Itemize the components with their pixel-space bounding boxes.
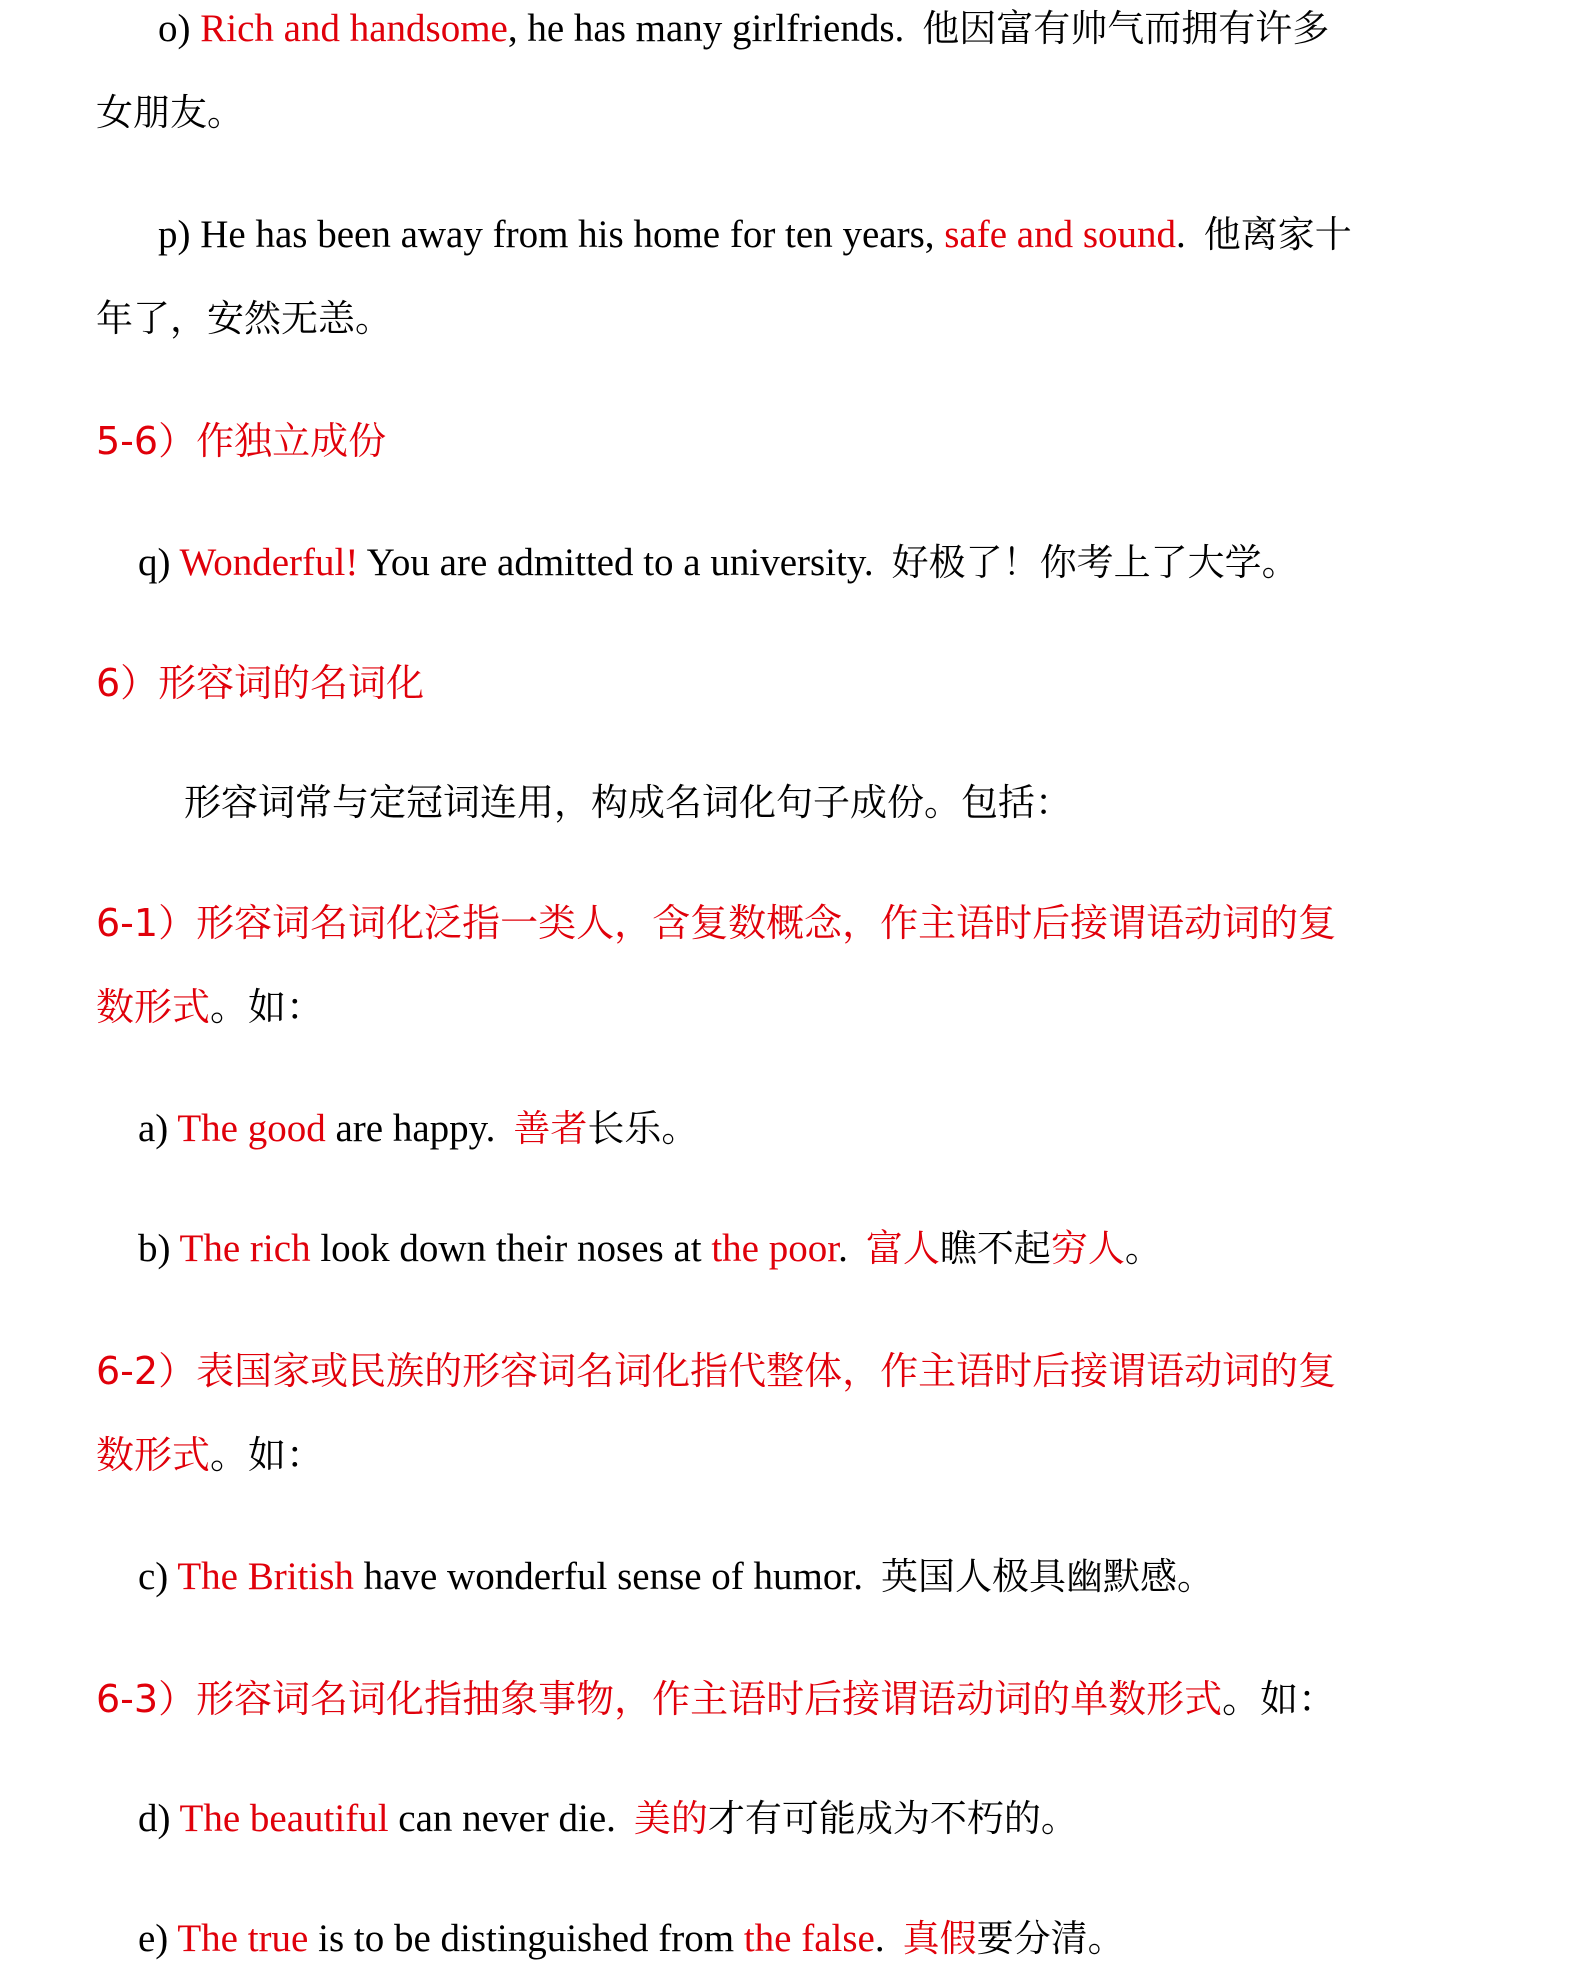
rule-6-3-line: [96, 1674, 1587, 1724]
chinese-highlight: 美的: [633, 1797, 708, 1840]
example-marker: p): [158, 213, 201, 256]
chinese-translation: 。: [1124, 1227, 1162, 1270]
chinese-translation: 要分清。: [976, 1917, 1125, 1960]
example-marker: q): [138, 541, 180, 584]
chinese-translation: 英国人极具幽默感。: [880, 1555, 1214, 1598]
chinese-highlight: 穷人: [1050, 1227, 1125, 1270]
chinese-highlight: 富人: [865, 1227, 940, 1270]
english-text: .: [1176, 213, 1186, 256]
example-b-line: [138, 1224, 1587, 1274]
rule-tail: 。如：: [210, 1433, 325, 1477]
example-marker: c): [138, 1555, 178, 1598]
example-marker: e): [138, 1917, 178, 1960]
english-text: .: [838, 1227, 848, 1270]
rule-6-1-line1: 6-1）形容词名词化泛指一类人，含复数概念，作主语时后接谓语动词的复: [96, 901, 1337, 945]
example-e-line: [138, 1914, 1587, 1964]
example-marker: d): [138, 1797, 180, 1840]
section-heading-6: 6）形容词的名词化: [96, 661, 425, 705]
section-heading-5-6: 5-6）作独立成份: [96, 419, 387, 463]
example-o-line2: 女朋友。: [96, 91, 244, 134]
example-marker: b): [138, 1227, 180, 1270]
english-text: are happy.: [325, 1107, 496, 1150]
highlighted-phrase: The British: [177, 1555, 354, 1598]
highlighted-phrase: Wonderful!: [179, 541, 359, 584]
example-c-line: [138, 1552, 1587, 1602]
rule-6-1-line2: [96, 982, 1587, 1032]
rule-emphasis: 数形式: [96, 1433, 211, 1477]
chinese-translation: 瞧不起: [939, 1227, 1051, 1270]
english-text: is to be distinguished from: [308, 1917, 744, 1960]
highlighted-phrase: Rich and handsome: [200, 7, 508, 50]
example-a-line: [138, 1104, 1587, 1154]
english-text: You are admitted to a university.: [358, 541, 874, 584]
chinese-translation: 才有可能成为不朽的。: [707, 1797, 1078, 1840]
english-text: look down their noses at: [310, 1227, 712, 1270]
chinese-highlight: 善者: [513, 1107, 588, 1150]
example-p-line1: [158, 210, 1587, 260]
english-text: can never die.: [388, 1797, 616, 1840]
highlighted-phrase: The rich: [179, 1227, 311, 1270]
rule-6-2-line1: 6-2）表国家或民族的形容词名词化指代整体，作主语时后接谓语动词的复: [96, 1349, 1337, 1393]
section-6-intro: 形容词常与定冠词连用，构成名词化句子成份。包括：: [184, 781, 1072, 824]
highlighted-phrase: safe and sound: [944, 213, 1177, 256]
chinese-translation: 他离家十: [1203, 213, 1352, 256]
example-d-line: [138, 1794, 1587, 1844]
example-o-line1: [158, 4, 1587, 54]
highlighted-phrase: the false: [743, 1917, 875, 1960]
rule-tail: 。如：: [210, 985, 325, 1029]
example-q-line: [138, 538, 1587, 588]
highlighted-phrase: The beautiful: [179, 1797, 389, 1840]
chinese-translation: 好极了！你考上了大学。: [891, 541, 1299, 584]
chinese-highlight: 真假: [902, 1917, 977, 1960]
rule-emphasis: 数形式: [96, 985, 211, 1029]
highlighted-phrase: the poor: [711, 1227, 839, 1270]
highlighted-phrase: The true: [177, 1917, 309, 1960]
highlighted-phrase: The good: [177, 1107, 326, 1150]
rule-emphasis: 6-3）形容词名词化指抽象事物，作主语时后接谓语动词的单数形式: [96, 1677, 1223, 1721]
english-text: , he has many girlfriends.: [507, 7, 905, 50]
example-marker: a): [138, 1107, 178, 1150]
chinese-translation: 长乐。: [587, 1107, 699, 1150]
chinese-translation: 他因富有帅气而拥有许多: [922, 7, 1330, 50]
rule-6-2-line2: [96, 1430, 1587, 1480]
rule-tail: 。如：: [1222, 1677, 1337, 1721]
english-text: .: [874, 1917, 885, 1960]
english-text: have wonderful sense of humor.: [353, 1555, 863, 1598]
example-p-line2: 年了，安然无恙。: [96, 297, 392, 340]
english-text: He has been away from his home for ten years,: [200, 213, 945, 256]
example-marker: o): [158, 7, 201, 50]
